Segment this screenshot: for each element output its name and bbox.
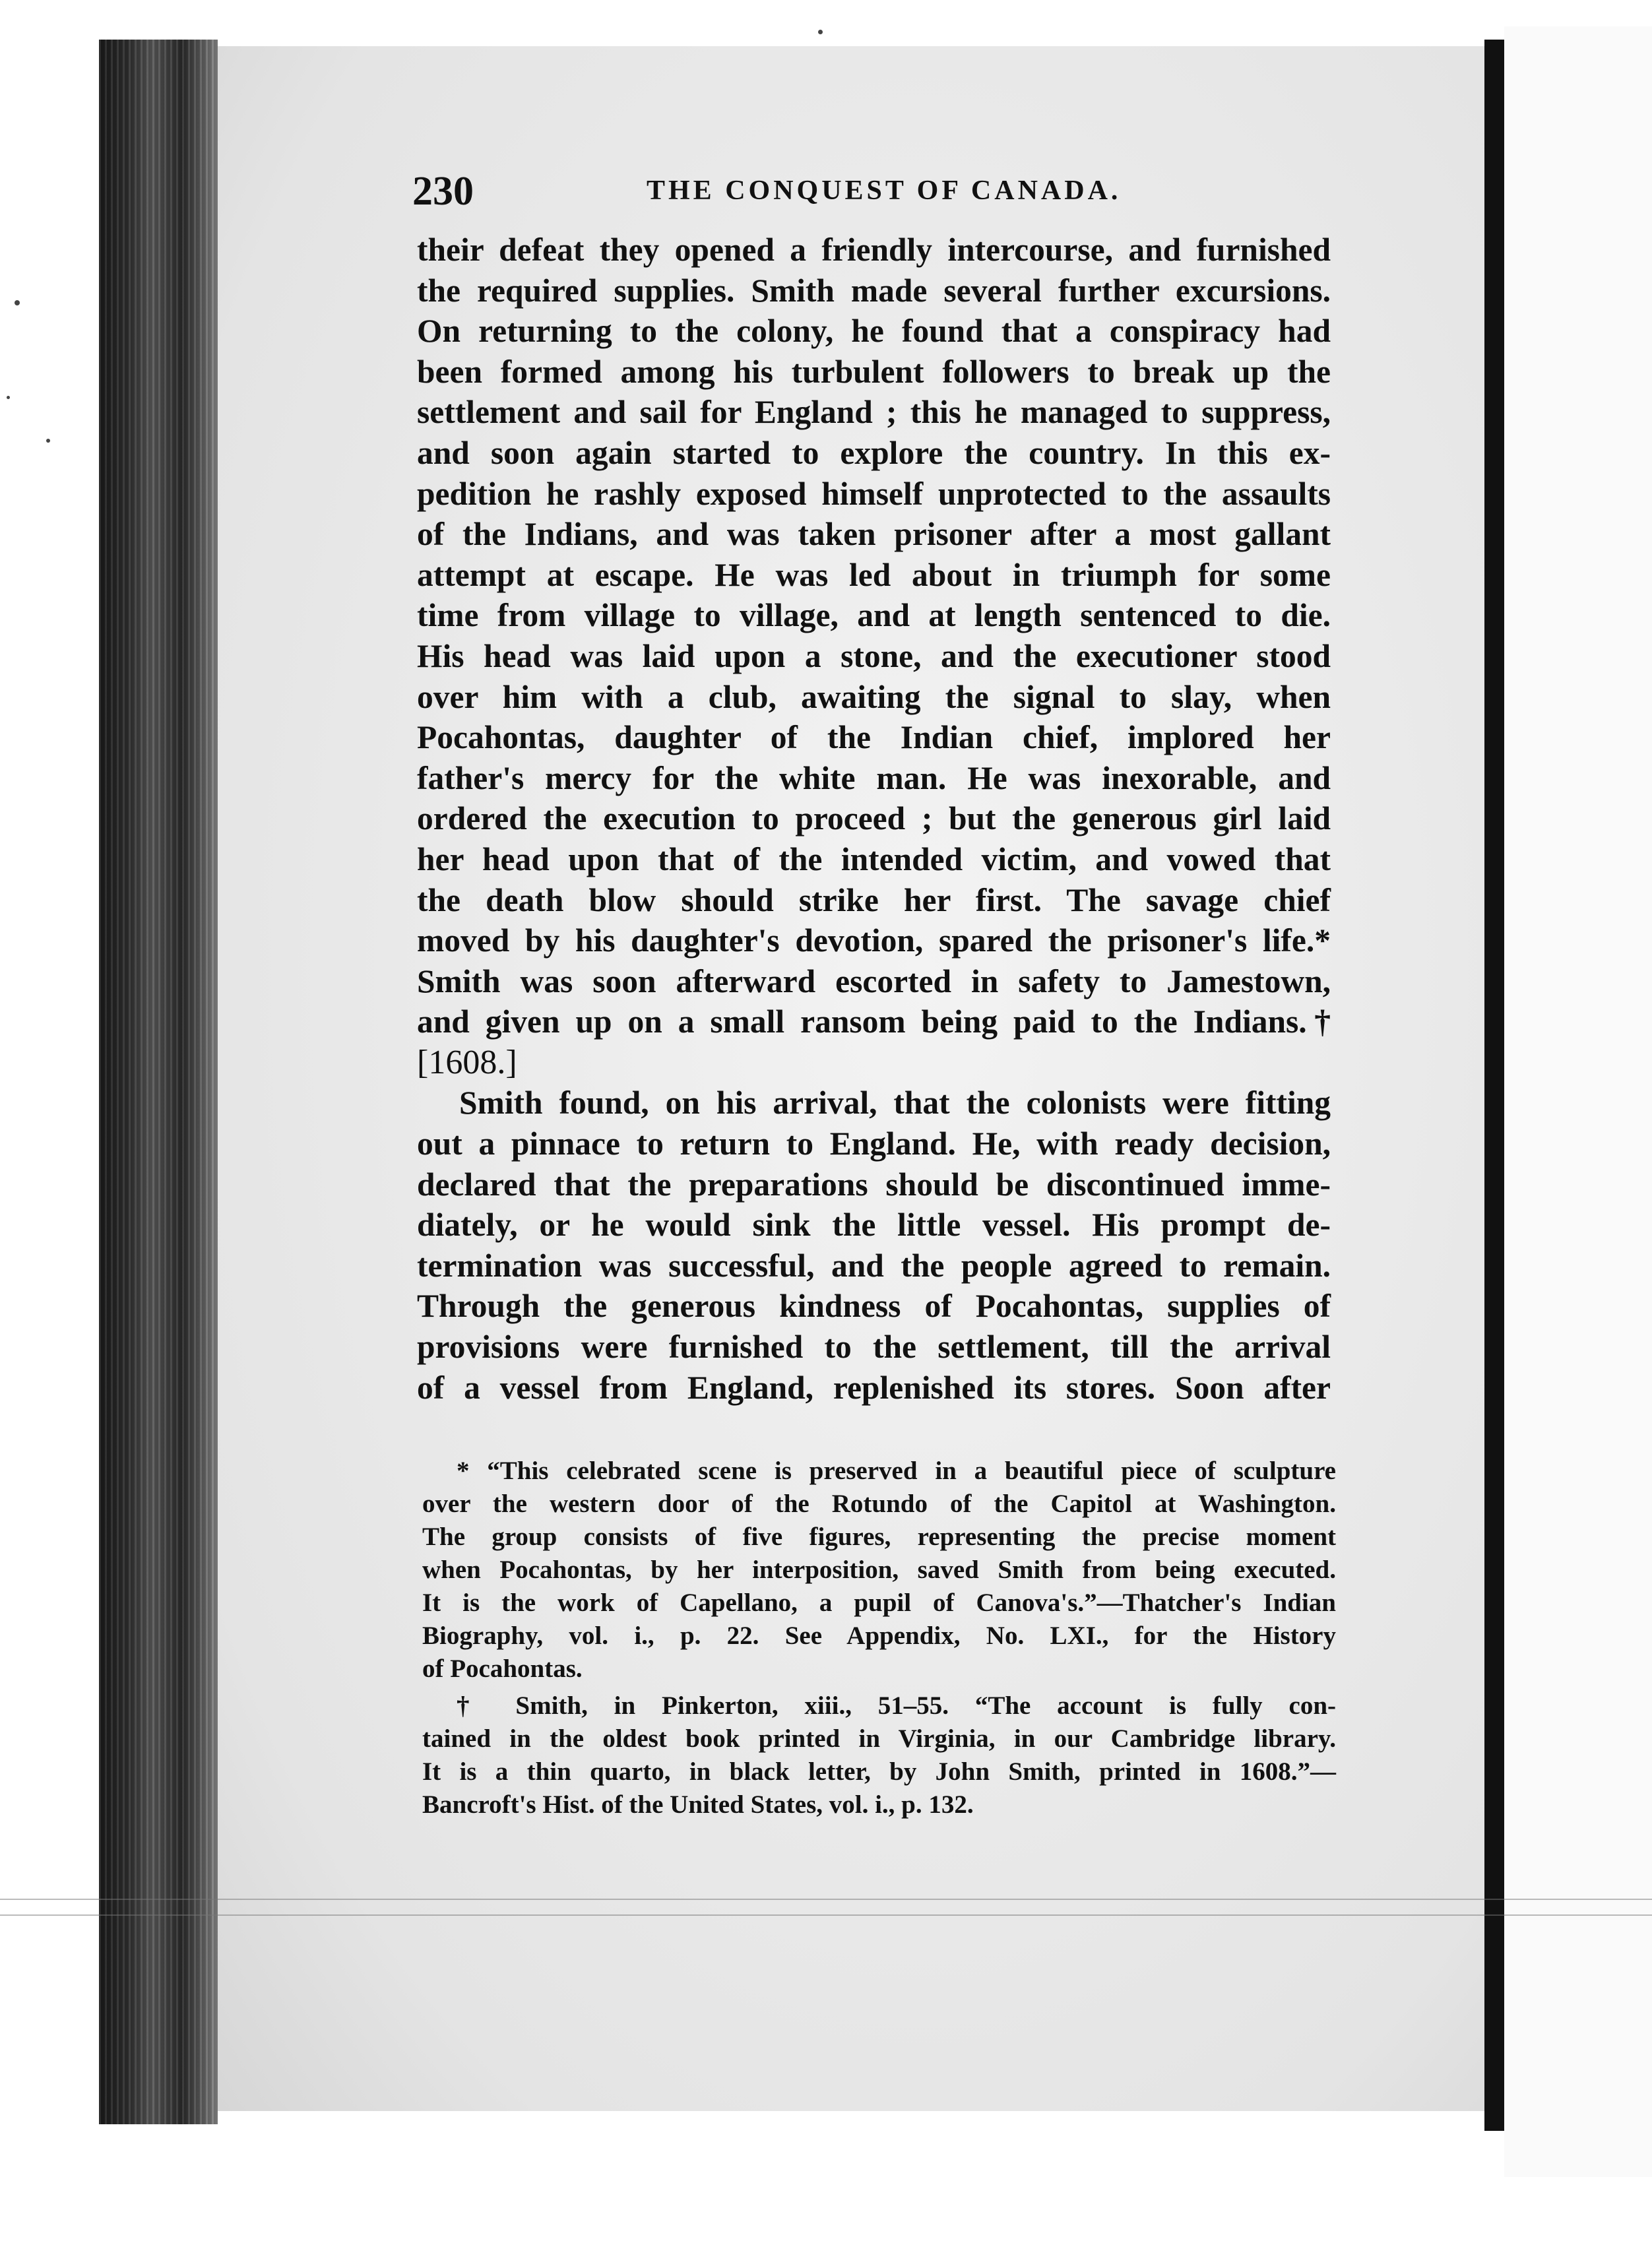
dust-speck [818,30,823,34]
footnote-line: of Pocahontas. [422,1655,583,1683]
scan-artifact-line [0,1899,1652,1900]
text-line: Through the generous kindness of Pocahontas, supplies of [417,1288,1331,1325]
text-line: pedition he rashly exposed himself unprotected to the assaults [417,475,1331,512]
text-line: of a vessel from England, replenished its stores. Soon after [417,1369,1331,1406]
footnote-line: † Smith, in Pinkerton, xiii., 51–55. “The account is fully con- [457,1691,1336,1720]
footnote-line: Biography, vol. i., p. 22. See Appendix, No. LXI., for the History [422,1622,1336,1650]
body-text [417,230,1331,1408]
text-line: Pocahontas, daughter of the Indian chief, implored her [417,719,1331,756]
text-line: moved by his daughter's devotion, spared the prisoner's life.* [417,922,1331,959]
text-line: out a pinnace to return to England. He, with ready decision, [417,1125,1331,1162]
footnote-line: tained in the oldest book printed in Virginia, in our Cambridge library. [422,1724,1336,1753]
dust-speck [15,300,20,305]
adjacent-page-sliver [1504,26,1652,2177]
page-header [412,168,1336,221]
text-line: her head upon that of the intended victim, and vowed that [417,840,1331,877]
text-line: termination was successful, and the people agreed to remain. [417,1247,1331,1284]
dust-speck [46,439,50,443]
text-line: over him with a club, awaiting the signal to slay, when [417,678,1331,715]
text-line: settlement and sail for England ; this he managed to suppress, [417,394,1331,431]
text-line: ordered the execution to proceed ; but the generous girl laid [417,800,1331,837]
footnotes [422,1455,1336,1821]
footnote-line: * “This celebrated scene is preserved in a beautiful piece of sculpture [457,1457,1336,1485]
footnote-line: when Pocahontas, by her interposition, saved Smith from being executed. [422,1556,1336,1584]
text-line: of the Indians, and was taken prisoner after a most gallant [417,516,1331,553]
text-line: Smith was soon afterward escorted in safety to Jamestown, [417,963,1331,999]
dust-speck [7,396,10,399]
text-line: the required supplies. Smith made several further excursions. [417,272,1331,309]
text-line: Smith found, on his arrival, that the colonists were fitting [459,1085,1331,1122]
page-gutter-edge [1484,40,1504,2131]
scan-artifact-line [0,1914,1652,1916]
text-line: His head was laid upon a stone, and the executioner stood [417,637,1331,674]
footnote-line: It is a thin quarto, in black letter, by John Smith, printed in 1608.”— [422,1757,1336,1786]
book-spine [99,40,218,2124]
text-line: their defeat they opened a friendly intercourse, and furnished [417,232,1331,268]
footnote-line: The group consists of five figures, representing the precise moment [422,1523,1336,1551]
text-line: the death blow should strike her first. The savage chief [417,881,1331,918]
text-line: father's mercy for the white man. He was inexorable, and [417,759,1331,796]
text-line: been formed among his turbulent followers to break up the [417,353,1331,390]
text-line: time from village to village, and at length sentenced to die. [417,597,1331,634]
margin-date: [1608.] [417,1043,517,1081]
page-number: 230 [412,169,474,214]
footnote-line: It is the work of Capellano, a pupil of Canova's.”—Thatcher's Indian [422,1589,1336,1617]
text-line: attempt at escape. He was led about in triumph for some [417,556,1331,593]
running-head: THE CONQUEST OF CANADA. [647,175,1122,206]
text-line: declared that the preparations should be discontinued imme- [417,1166,1331,1203]
text-line: and given up on a small ransom being paid to the Indians.† [417,1003,1331,1040]
text-line: On returning to the colony, he found that a conspiracy had [417,313,1331,350]
text-line: provisions were furnished to the settlement, till the arrival [417,1329,1331,1366]
footnote-line: over the western door of the Rotundo of the Capitol at Washington. [422,1490,1336,1518]
footnote-line: Bancroft's Hist. of the United States, vol. i., p. 132. [422,1790,974,1819]
text-line: and soon again started to explore the country. In this ex- [417,434,1331,471]
text-line: diately, or he would sink the little vessel. His prompt de- [417,1207,1331,1244]
